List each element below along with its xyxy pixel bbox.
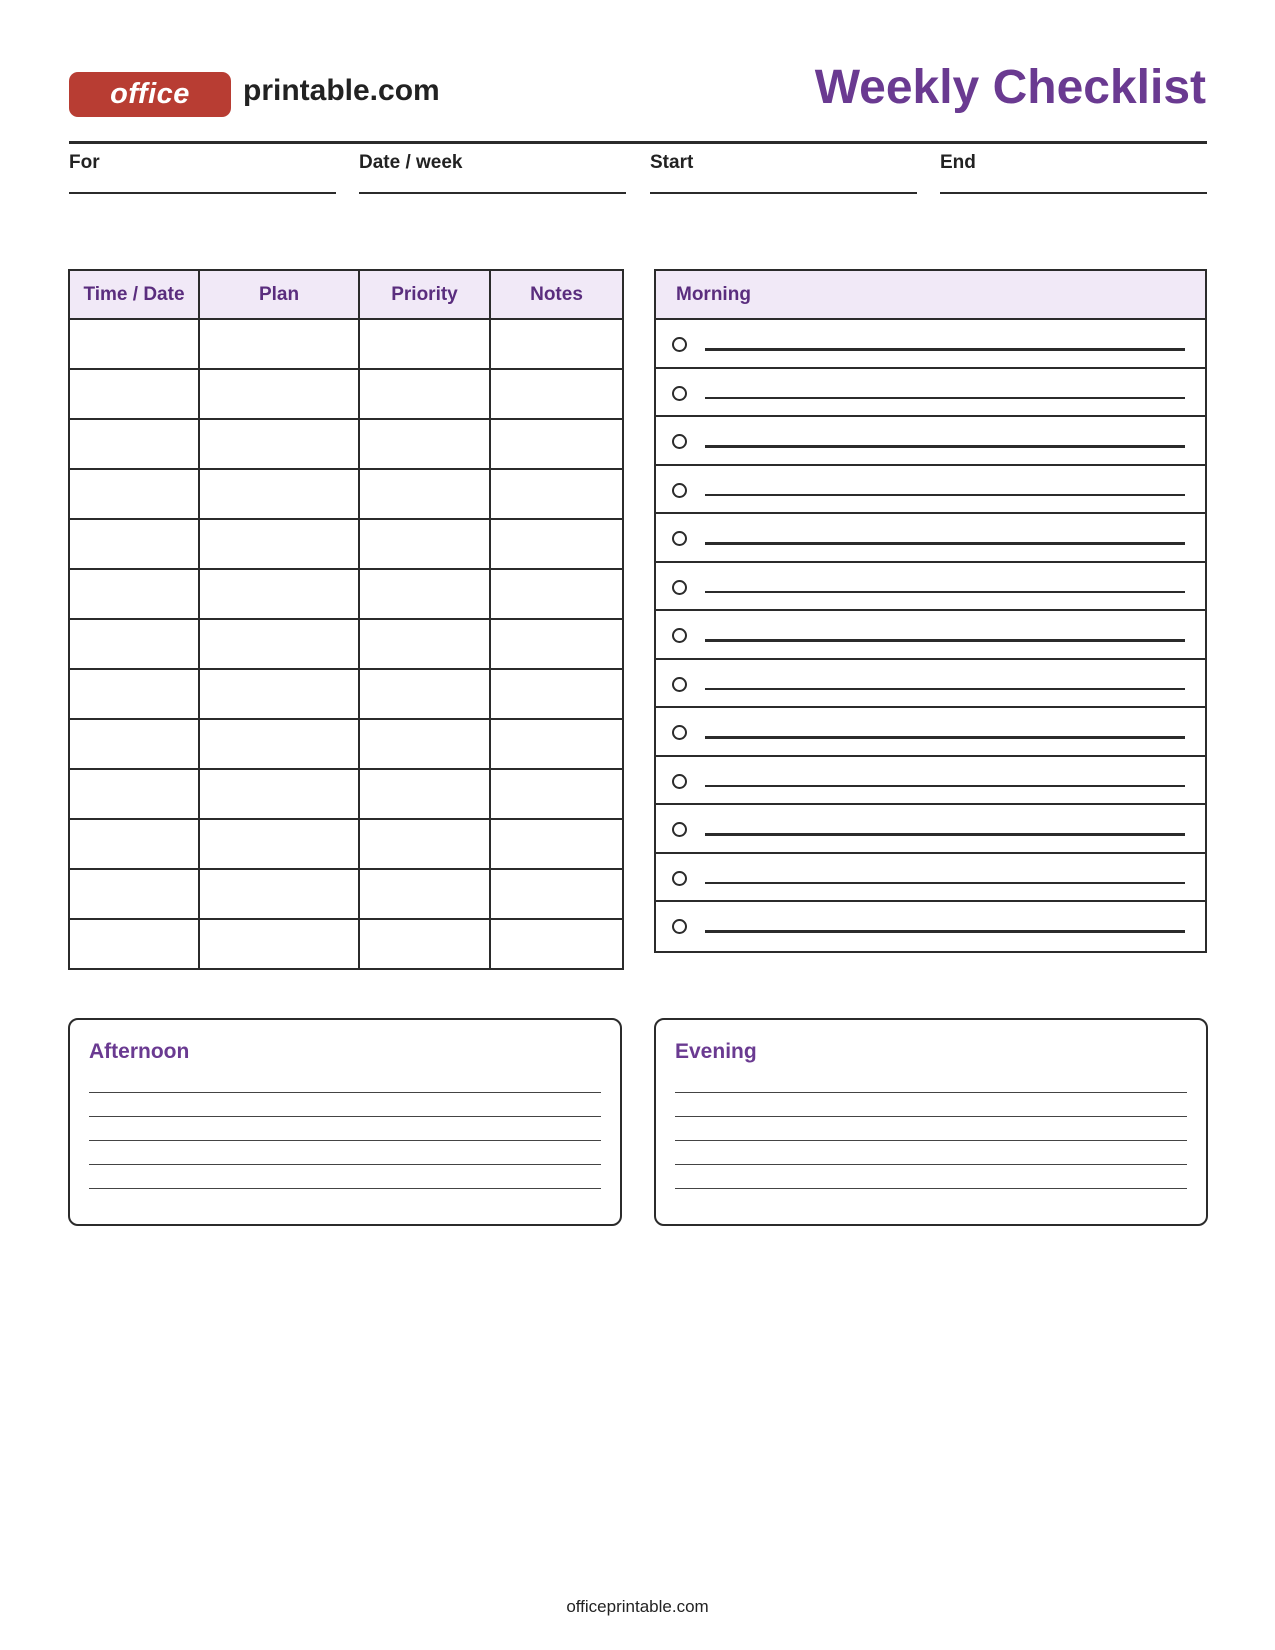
table-cell[interactable] <box>69 569 199 619</box>
checkbox-circle-icon[interactable] <box>672 677 687 692</box>
table-cell[interactable] <box>359 469 490 519</box>
checkbox-circle-icon[interactable] <box>672 628 687 643</box>
checklist-item <box>656 708 1205 757</box>
table-cell[interactable] <box>490 319 623 369</box>
table-cell[interactable] <box>199 519 359 569</box>
checklist-item <box>656 563 1205 612</box>
table-row <box>69 669 623 719</box>
checklist-item <box>656 854 1205 903</box>
checkbox-circle-icon[interactable] <box>672 919 687 934</box>
page-title: Weekly Checklist <box>814 61 1206 114</box>
table-cell[interactable] <box>69 469 199 519</box>
table-cell[interactable] <box>359 669 490 719</box>
table-row <box>69 319 623 369</box>
logo-text: printable.com <box>243 74 440 107</box>
checkbox-circle-icon[interactable] <box>672 774 687 789</box>
table-cell[interactable] <box>199 469 359 519</box>
writing-line[interactable] <box>89 1140 601 1141</box>
afternoon-title: Afternoon <box>89 1040 190 1063</box>
field-date-week[interactable] <box>359 152 626 194</box>
checklist-item <box>656 466 1205 515</box>
field-start[interactable] <box>650 152 917 194</box>
table-cell[interactable] <box>69 419 199 469</box>
table-cell[interactable] <box>490 419 623 469</box>
table-cell[interactable] <box>359 719 490 769</box>
table-cell[interactable] <box>359 419 490 469</box>
checkbox-circle-icon[interactable] <box>672 483 687 498</box>
table-cell[interactable] <box>359 769 490 819</box>
writing-line[interactable] <box>705 397 1185 400</box>
writing-line[interactable] <box>705 445 1185 448</box>
table-cell[interactable] <box>69 819 199 869</box>
writing-line[interactable] <box>89 1092 601 1093</box>
table-cell[interactable] <box>359 919 490 969</box>
table-cell[interactable] <box>490 919 623 969</box>
table-cell[interactable] <box>359 369 490 419</box>
table-row <box>69 919 623 969</box>
checkbox-circle-icon[interactable] <box>672 386 687 401</box>
checkbox-circle-icon[interactable] <box>672 822 687 837</box>
table-cell[interactable] <box>199 369 359 419</box>
table-cell[interactable] <box>359 569 490 619</box>
writing-line[interactable] <box>89 1116 601 1117</box>
table-cell[interactable] <box>359 819 490 869</box>
checklist-item <box>656 757 1205 806</box>
table-cell[interactable] <box>199 569 359 619</box>
table-row <box>69 619 623 669</box>
table-cell[interactable] <box>490 869 623 919</box>
table-cell[interactable] <box>199 869 359 919</box>
field-for[interactable] <box>69 152 336 194</box>
table-cell[interactable] <box>490 469 623 519</box>
checkbox-circle-icon[interactable] <box>672 580 687 595</box>
table-cell[interactable] <box>199 669 359 719</box>
writing-line[interactable] <box>675 1188 1187 1189</box>
table-cell[interactable] <box>490 769 623 819</box>
morning-title: Morning <box>656 271 1205 320</box>
table-cell[interactable] <box>199 819 359 869</box>
field-label: End <box>940 152 976 173</box>
table-cell[interactable] <box>359 869 490 919</box>
table-cell[interactable] <box>69 369 199 419</box>
table-cell[interactable] <box>490 669 623 719</box>
plan-table-header <box>69 270 623 319</box>
table-cell[interactable] <box>359 619 490 669</box>
afternoon-box <box>68 1018 622 1226</box>
table-row <box>69 369 623 419</box>
checklist-item <box>656 660 1205 709</box>
col-header-plan: Plan <box>199 270 359 319</box>
logo-badge: office <box>69 72 231 117</box>
checklist-item <box>656 320 1205 369</box>
writing-line[interactable] <box>705 639 1185 642</box>
table-cell[interactable] <box>490 369 623 419</box>
table-cell[interactable] <box>359 319 490 369</box>
writing-line[interactable] <box>705 785 1185 788</box>
table-row <box>69 569 623 619</box>
writing-line[interactable] <box>675 1164 1187 1165</box>
table-cell[interactable] <box>490 519 623 569</box>
checklist-item <box>656 514 1205 563</box>
writing-line[interactable] <box>705 833 1185 836</box>
writing-line[interactable] <box>705 591 1185 594</box>
table-cell[interactable] <box>359 519 490 569</box>
writing-line[interactable] <box>675 1116 1187 1117</box>
table-cell[interactable] <box>69 869 199 919</box>
writing-line[interactable] <box>705 930 1185 933</box>
evening-box <box>654 1018 1208 1226</box>
table-cell[interactable] <box>69 769 199 819</box>
col-header-time-date: Time / Date <box>69 270 199 319</box>
checkbox-circle-icon[interactable] <box>672 434 687 449</box>
writing-line[interactable] <box>705 688 1185 691</box>
table-row <box>69 869 623 919</box>
table-cell[interactable] <box>69 519 199 569</box>
table-row <box>69 469 623 519</box>
table-cell[interactable] <box>69 719 199 769</box>
table-row <box>69 819 623 869</box>
checklist-item <box>656 369 1205 418</box>
checkbox-circle-icon[interactable] <box>672 337 687 352</box>
table-cell[interactable] <box>199 919 359 969</box>
table-cell[interactable] <box>490 619 623 669</box>
table-cell[interactable] <box>490 569 623 619</box>
field-label: Start <box>650 152 694 173</box>
field-label: For <box>69 152 100 173</box>
writing-line[interactable] <box>675 1092 1187 1093</box>
table-cell[interactable] <box>69 619 199 669</box>
table-row <box>69 719 623 769</box>
checkbox-circle-icon[interactable] <box>672 531 687 546</box>
table-cell[interactable] <box>69 669 199 719</box>
checklist-item <box>656 902 1205 951</box>
table-row <box>69 769 623 819</box>
checklist-item <box>656 611 1205 660</box>
writing-line[interactable] <box>89 1164 601 1165</box>
checkbox-circle-icon[interactable] <box>672 725 687 740</box>
table-cell[interactable] <box>199 319 359 369</box>
table-row <box>69 519 623 569</box>
evening-title: Evening <box>675 1040 757 1063</box>
checklist-item <box>656 805 1205 854</box>
footer-url: officeprintable.com <box>566 1597 709 1616</box>
table-cell[interactable] <box>199 619 359 669</box>
header-rule <box>69 141 1207 144</box>
morning-checklist <box>654 269 1207 953</box>
plan-table <box>68 269 624 970</box>
col-header-priority: Priority <box>359 270 490 319</box>
table-cell[interactable] <box>199 419 359 469</box>
col-header-notes: Notes <box>490 270 623 319</box>
table-cell[interactable] <box>199 769 359 819</box>
table-cell[interactable] <box>199 719 359 769</box>
table-row <box>69 419 623 469</box>
table-cell[interactable] <box>490 719 623 769</box>
writing-line[interactable] <box>675 1140 1187 1141</box>
writing-line[interactable] <box>705 348 1185 351</box>
writing-line[interactable] <box>705 882 1185 885</box>
checkbox-circle-icon[interactable] <box>672 871 687 886</box>
writing-line[interactable] <box>89 1188 601 1189</box>
writing-line[interactable] <box>705 542 1185 545</box>
table-cell[interactable] <box>69 919 199 969</box>
table-cell[interactable] <box>490 819 623 869</box>
writing-line[interactable] <box>705 736 1185 739</box>
field-end[interactable] <box>940 152 1207 194</box>
field-label: Date / week <box>359 152 463 173</box>
writing-line[interactable] <box>705 494 1185 497</box>
table-cell[interactable] <box>69 319 199 369</box>
checklist-item <box>656 417 1205 466</box>
